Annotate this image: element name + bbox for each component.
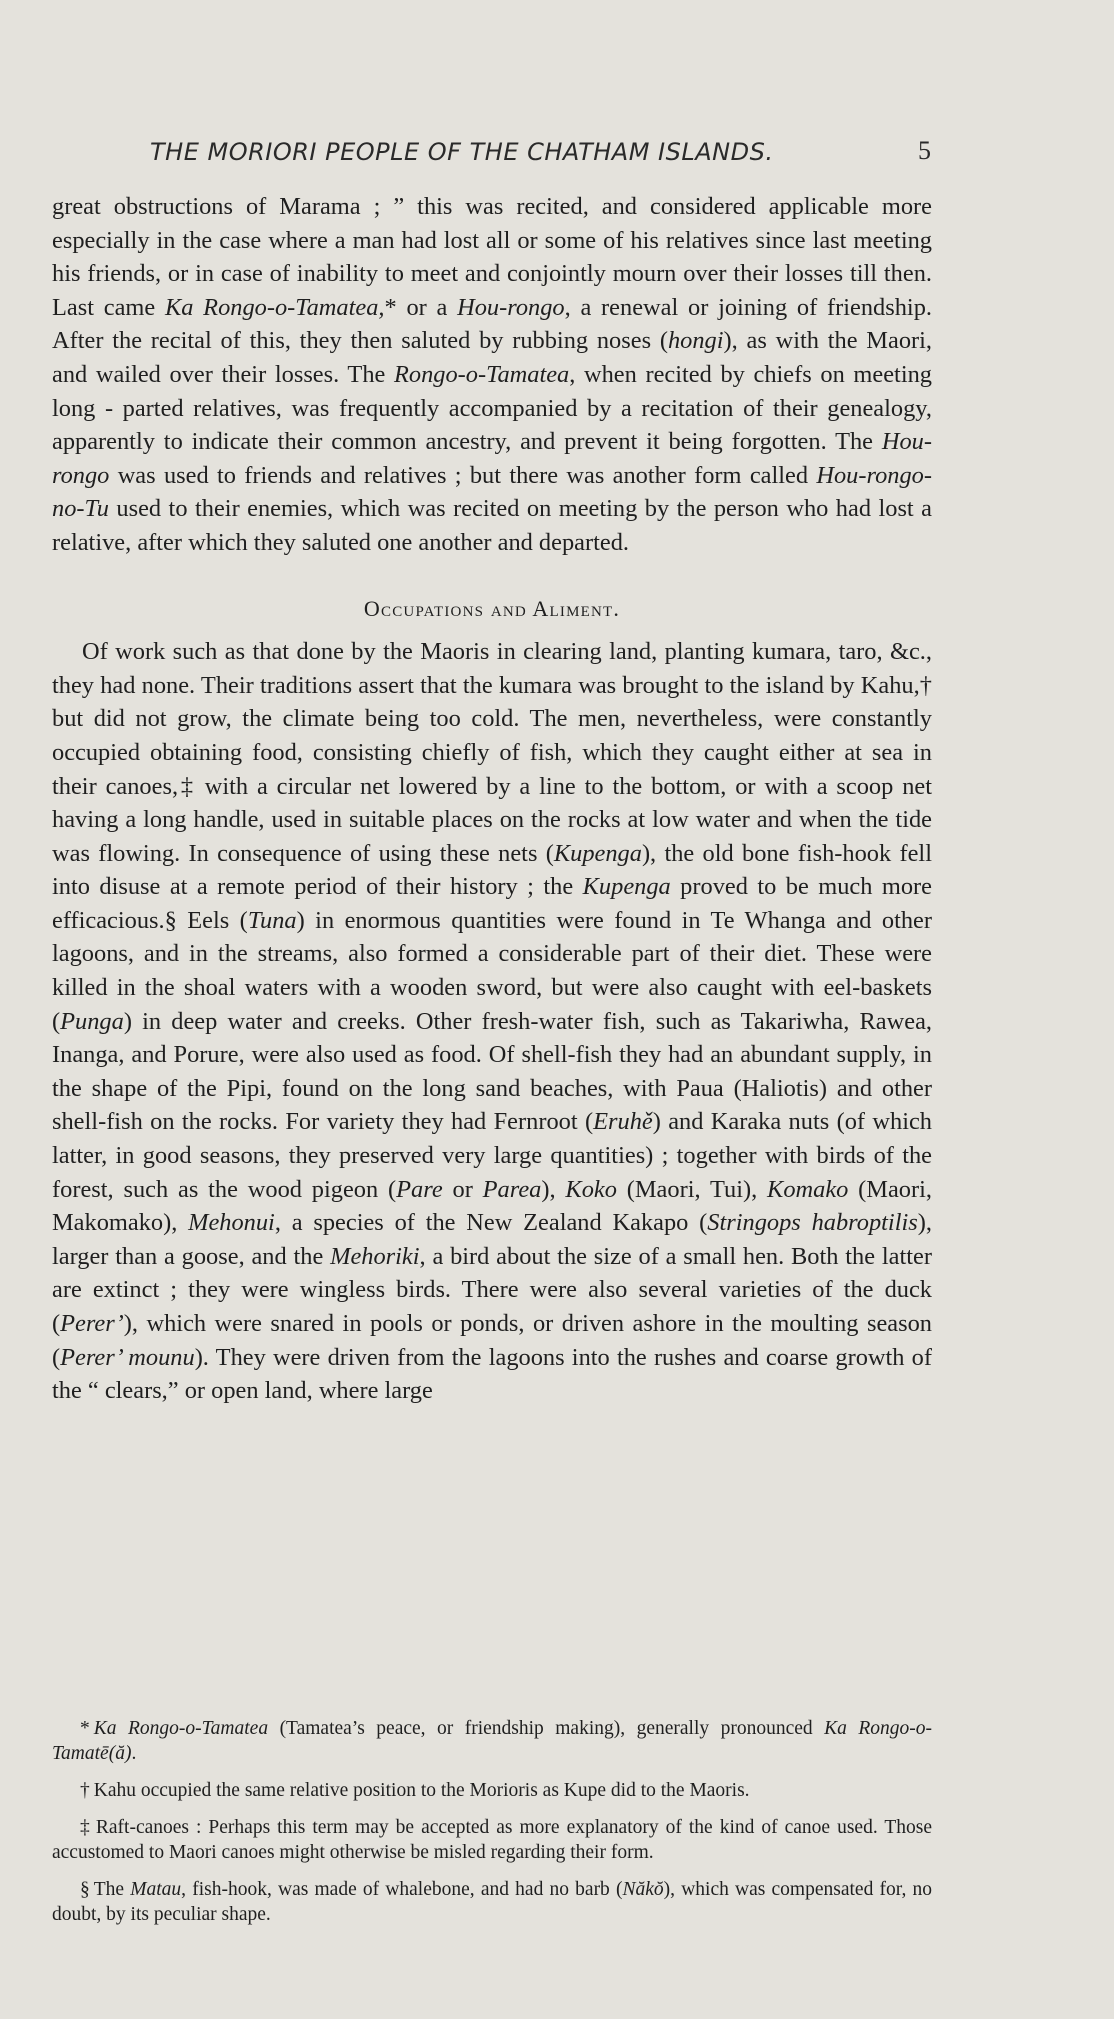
italic-term: Hou-rongo xyxy=(457,293,565,321)
italic-term: Eruhě xyxy=(593,1108,653,1136)
text-run: ), larger than a goose, and the xyxy=(52,1209,932,1270)
running-title: THE MORIORI PEOPLE OF THE CHATHAM ISLANDS. xyxy=(150,138,774,166)
italic-term: hongi xyxy=(667,327,724,355)
footnote-1 xyxy=(52,1716,932,1766)
italic-term: Pare xyxy=(396,1175,443,1203)
italic-term: Rongo-o-Tamatea xyxy=(394,360,570,388)
text-run: . xyxy=(131,1743,137,1764)
text-run: Of work such as that done by the Maoris in clearing land, planting kumara, taro, &c., they had none. Their traditions assert that the kumara was brought to the island by Kahu,† but did not grow, the climate being too cold. The men, nevertheless, were constantly occupied obtaining food, consisting chiefly of fish, which they caught either at sea in their canoes,‡ with a circular net lowered by a line to the bottom, or with a scoop net having a long handle, used in suitable places on the rocks at low water and when the tide was flowing. In consequence of using these nets ( xyxy=(52,638,932,867)
text-run: , a renewal or joining of friendship. After the recital of this, they then saluted by rubbing noses ( xyxy=(52,293,932,355)
footnote-3 xyxy=(52,1815,932,1865)
italic-term: Koko xyxy=(565,1175,617,1203)
italic-term: Hou-rongo xyxy=(52,428,932,489)
text-run: was used to friends and relatives ; but there was another form called xyxy=(109,461,817,489)
italic-term: Matau xyxy=(130,1879,182,1900)
section-heading: Occupations and Aliment. xyxy=(363,595,621,621)
text-run: , a bird about the size of a small hen. Both the latter are extinct ; they were wingless birds. There were also several varieties of the duck ( xyxy=(52,1242,932,1337)
text-run: ) in enormous quantities were found in Te Whanga and other lagoons, and in the streams, also formed a considerable part of their diet. These were killed in the shoal waters with a wooden sword, but were also caught with eel-baskets ( xyxy=(52,906,932,1035)
italic-term: Mehonui xyxy=(188,1209,275,1237)
paragraph-2 xyxy=(52,635,932,1408)
page-number: 5 xyxy=(918,136,931,165)
italic-term: Perer’ mounu xyxy=(60,1343,195,1371)
italic-term: Kupenga xyxy=(553,839,642,867)
text-run: proved to be much more efficacious.§ Eels ( xyxy=(52,873,933,934)
footnotes xyxy=(52,1716,932,1939)
text-run: , when recited by chiefs on meeting long - parted relatives, was frequently accompanied by a recitation of their genealogy, apparently to indicate their common ancestry, and prevent it being forgotten. The xyxy=(52,360,932,456)
text-run: (Maori, Tui), xyxy=(616,1175,768,1203)
text-run: (Tamatea’s peace, or friendship making), generally pronounced xyxy=(268,1718,825,1739)
text-run: (Maori, Makomako), xyxy=(52,1175,933,1237)
body-text xyxy=(52,190,932,1408)
text-run: , a species of the New Zealand Kakapo ( xyxy=(274,1209,708,1237)
italic-term: Stringops habroptilis xyxy=(707,1209,918,1237)
italic-term: Perer’ xyxy=(60,1310,124,1337)
text-run: ). They were driven from the lagoons into the rushes and coarse growth of the “ clears,” or open land, where large xyxy=(52,1343,932,1405)
text-run: ), as with the Maori, and wailed over their losses. The xyxy=(52,327,933,388)
paragraph-1 xyxy=(52,190,932,560)
italic-term: Mehoriki xyxy=(330,1242,420,1270)
text-run: ) and Karaka nuts (of which latter, in good seasons, they preserved very large quantities) ; together with birds of the forest, such as the wood pigeon ( xyxy=(52,1108,932,1203)
italic-term: Punga xyxy=(60,1007,124,1035)
italic-term: Ka Rongo-o-Tamatea, xyxy=(164,293,385,321)
text-run: great obstructions of Marama ; ” this was recited, and considered applicable more especially in the case where a man had lost all or some of his relatives since last meeting his friends, or in case of inability to meet and conjointly mourn over their losses till then. Last came xyxy=(52,193,932,321)
text-run: Kahu occupied the same relative position to the Morioris as Kupe did to the Maoris. xyxy=(93,1780,750,1801)
italic-term: Ka Rongo-o-Tamatē(ă) xyxy=(52,1718,932,1764)
footnote-2 xyxy=(52,1778,932,1803)
text-run: or xyxy=(442,1175,483,1203)
italic-term: Ka Rongo-o-Tamatea xyxy=(93,1718,269,1739)
text-run: ), xyxy=(541,1175,566,1203)
footnote-mark: ‡ xyxy=(80,1817,92,1838)
italic-term: Hou-rongo-no-Tu xyxy=(52,461,932,523)
text-run: The xyxy=(93,1879,131,1900)
footnote-mark: † xyxy=(80,1780,90,1801)
footnote-mark: § xyxy=(80,1879,90,1900)
italic-term: Parea xyxy=(482,1175,542,1203)
footnote-mark: * xyxy=(80,1718,90,1739)
text-run: * or a xyxy=(384,293,458,321)
italic-term: Tuna xyxy=(247,906,297,934)
text-run: used to their enemies, which was recited on meeting by the person who had lost a relative, after which they saluted one another and departed. xyxy=(52,495,932,556)
text-run: ), which was compensated for, no doubt, by its peculiar shape. xyxy=(52,1879,932,1925)
italic-term: Komako xyxy=(767,1175,849,1203)
text-run: ), which were snared in pools or ponds, or driven ashore in the moulting season ( xyxy=(52,1310,932,1371)
text-run: ) in deep water and creeks. Other fresh-water fish, such as Takariwha, Rawea, Inanga, and Porure, were also used as food. Of shell-fish they had an abundant supply, in the shape of the Pipi, found on the long sand beaches, with Paua (Haliotis) and other shell-fish on the rocks. For variety they had Fernroot ( xyxy=(52,1007,932,1136)
footnote-4 xyxy=(52,1877,932,1927)
text-run: Raft-canoes : Perhaps this term may be accepted as more explanatory of the kind of canoe used. Those accustomed to Maori canoes might otherwise be misled regarding their form. xyxy=(52,1817,933,1863)
text-run: ), the old bone fish-hook fell into disuse at a remote period of their history ; the xyxy=(52,839,932,901)
italic-term: Năkŏ xyxy=(622,1879,664,1900)
italic-term: Kupenga xyxy=(582,873,671,901)
text-run: , fish-hook, was made of whalebone, and had no barb ( xyxy=(181,1879,623,1900)
